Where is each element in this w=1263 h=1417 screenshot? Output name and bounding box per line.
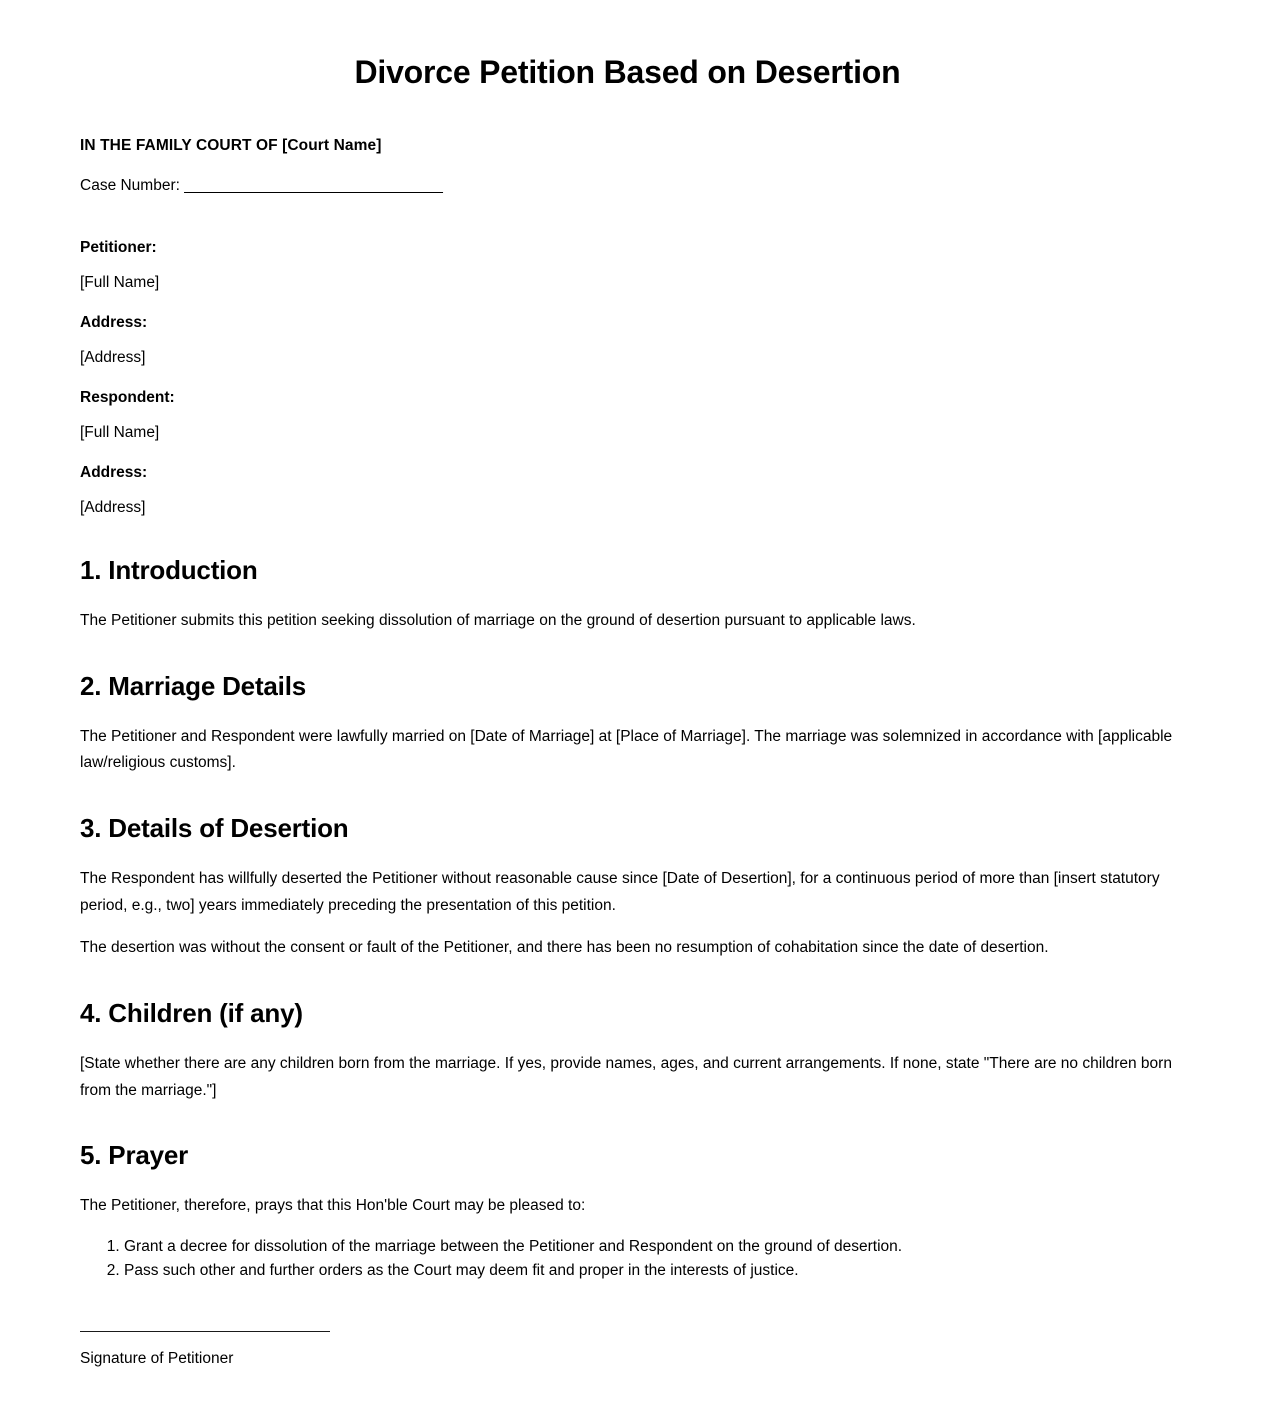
section-heading: 5. Prayer [80,1140,189,1171]
signature-caption: Signature of Petitioner [80,1349,234,1367]
section-marriage-details [80,671,1175,777]
section-details-of-desertion [80,813,1175,962]
list-item: 2. Pass such other and further orders as the Court may deem fit and proper in the interests of justice. [124,1260,1175,1282]
list-item: 1. Grant a decree for dissolution of the marriage between the Petitioner and Respondent on the ground of desertion. [124,1236,1175,1258]
petitioner-address-value: [Address] [80,349,146,366]
section-introduction [80,555,1175,635]
petitioner-address-label: Address: [80,314,148,331]
case-number-line: Case Number: ______________________________ [80,177,443,194]
section-paragraph: The Petitioner and Respondent were lawfully married on [Date of Marriage] at [Place of Marriage]. The marriage was solemnized in accordance with [applicable law/religious customs]. [80,727,1173,772]
parties-block [80,239,1175,517]
section-heading: 2. Marriage Details [80,670,306,701]
respondent-name-value: [Full Name] [80,424,160,441]
section-heading: 1. Introduction [80,555,258,585]
section-heading: 4. Children (if any) [80,997,303,1028]
petitioner-name-value: [Full Name] [80,274,160,291]
section-paragraph: [State whether there are any children born from the marriage. If yes, provide names, ages, and current arrangements. If none, state "There are no children born from the marriage."] [80,1054,1172,1099]
section-heading: 3. Details of Desertion [80,812,349,843]
section-paragraph: The desertion was without the consent or fault of the Petitioner, and there has been no resumption of cohabitation since the date of desertion. [80,939,1049,957]
page-title: Divorce Petition Based on Desertion [354,54,901,90]
respondent-address-value: [Address] [80,499,146,516]
section-prayer [80,1140,1175,1283]
petitioner-label: Petitioner: [80,239,157,256]
respondent-address-label: Address: [80,464,148,481]
section-paragraph: The Petitioner submits this petition seeking dissolution of marriage on the ground of desertion pursuant to applicable laws. [80,612,916,629]
section-children [80,998,1175,1104]
court-name-line: IN THE FAMILY COURT OF [Court Name] [80,137,382,154]
section-paragraph: The Respondent has willfully deserted the Petitioner without reasonable cause since [Date of Desertion], for a continuous period of more than [insert statutory period, e.g., two] years immediately preceding the presentation of this petition. [80,869,1160,914]
signature-block [80,1331,1175,1368]
prayer-list [80,1236,1175,1283]
section-paragraph: The Petitioner, therefore, prays that this Hon'ble Court may be pleased to: [80,1197,586,1215]
respondent-label: Respondent: [80,389,175,406]
signature-line [80,1331,330,1332]
